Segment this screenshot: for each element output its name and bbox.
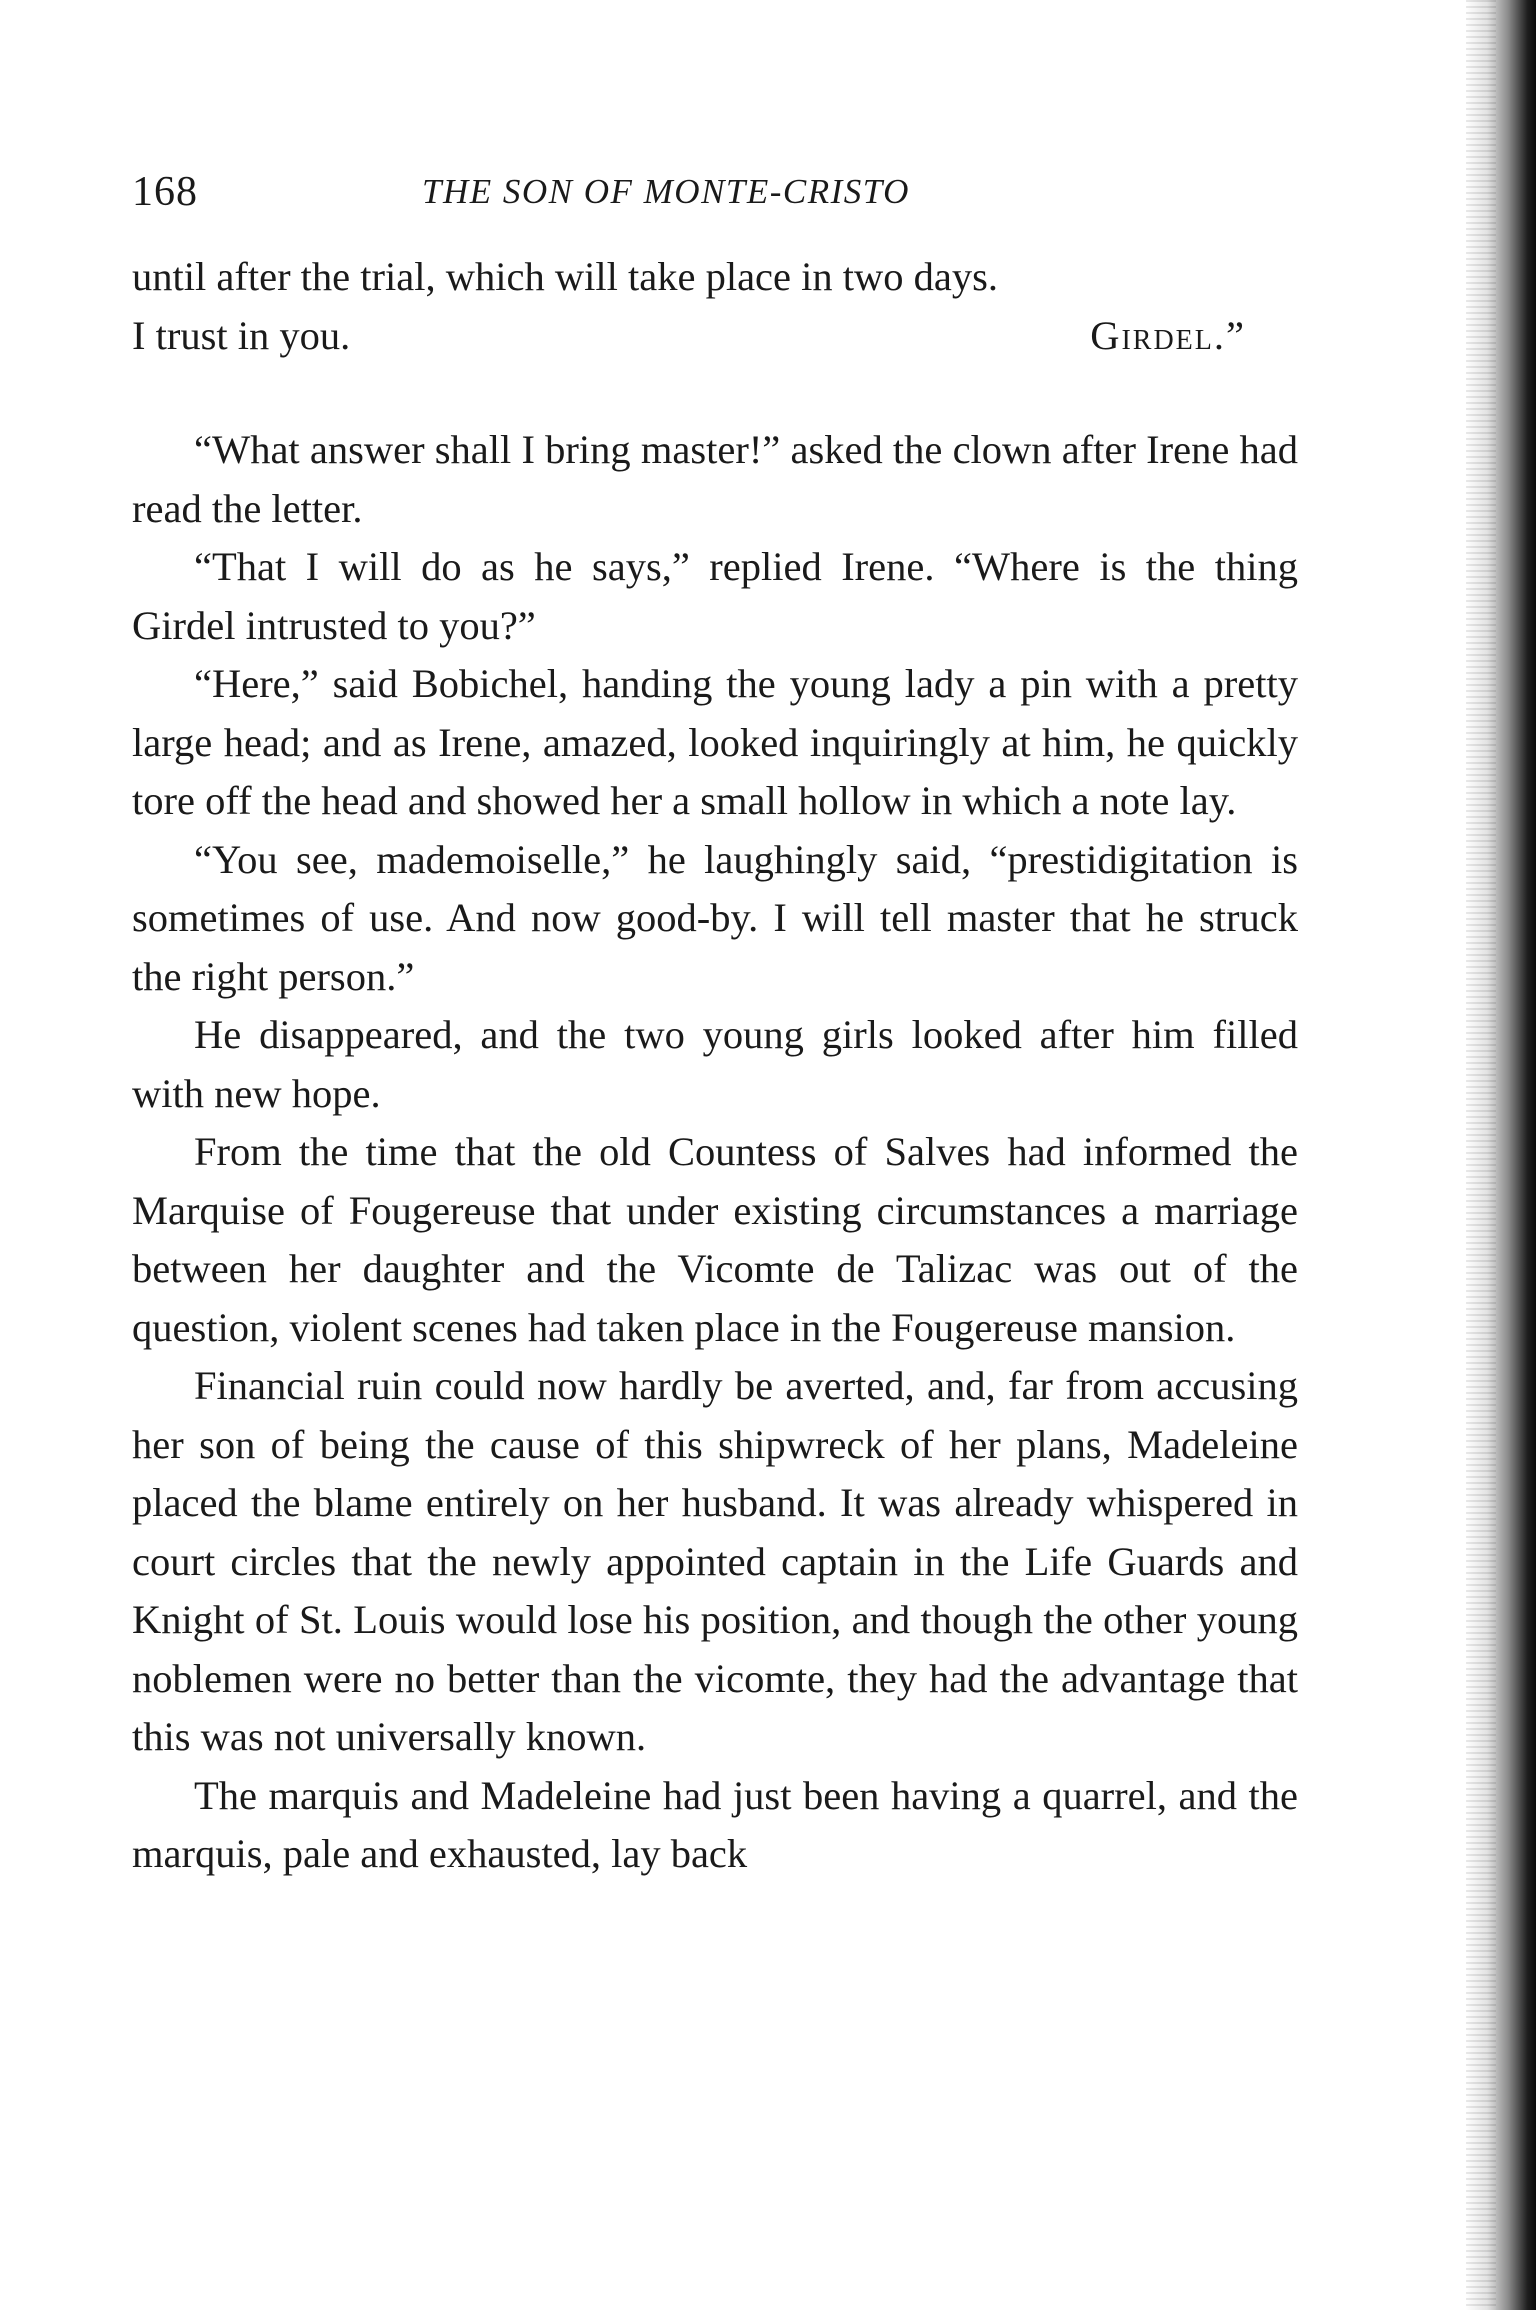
paragraph: “Here,” said Bobichel, handing the young lady a pin with a pretty large head; and as Irene, amazed, looked inquiringly at him, he quickly tore off the head and showed her a small hollow in which a note lay. xyxy=(132,661,1298,823)
letter-signature: Girdel.” xyxy=(1090,312,1246,358)
letter-continuation: until after the trial, which will take place in two days. xyxy=(132,254,998,299)
paragraph: “What answer shall I bring master!” asked the clown after Irene had read the letter. xyxy=(132,427,1298,531)
book-title: THE SON OF MONTE-CRISTO xyxy=(422,172,910,211)
body-text xyxy=(132,248,1298,1884)
paragraph: “You see, mademoiselle,” he laughingly said, “prestidigitation is sometimes of use. And now good-by. I will tell master that he struck the right person.” xyxy=(132,836,1298,999)
page-number: 168 xyxy=(132,169,198,215)
book-page xyxy=(132,168,1298,1884)
paragraph: From the time that the old Countess of Salves had informed the Marquise of Fougereuse that under existing circumstances a marriage between her daughter and the Vicomte de Talizac was out of the question, violent scenes had taken place in the Fougereuse mansion. xyxy=(132,1129,1298,1350)
paragraph: The marquis and Madeleine had just been having a quarrel, and the marquis, pale and exhausted, lay back xyxy=(132,1772,1298,1876)
paragraph: Financial ruin could now hardly be averted, and, far from accusing her son of being the cause of this shipwreck of her plans, Madeleine placed the blame entirely on her husband. It was already whispered in court circles that the newly appointed captain in the Life Guards and Knight of St. Louis would lose his position, and though the other young noblemen were no better than the vicomte, they had the advantage that this was not universally known. xyxy=(132,1363,1298,1759)
running-head xyxy=(132,168,1298,228)
letter-signature-line xyxy=(132,307,1298,366)
paragraph: “That I will do as he says,” replied Irene. “Where is the thing Girdel intrusted to you?” xyxy=(132,544,1298,648)
paragraph: He disappeared, and the two young girls looked after him filled with new hope. xyxy=(132,1012,1298,1116)
letter-closing: I trust in you. xyxy=(132,312,351,358)
page-spine-texture xyxy=(1466,0,1496,2310)
